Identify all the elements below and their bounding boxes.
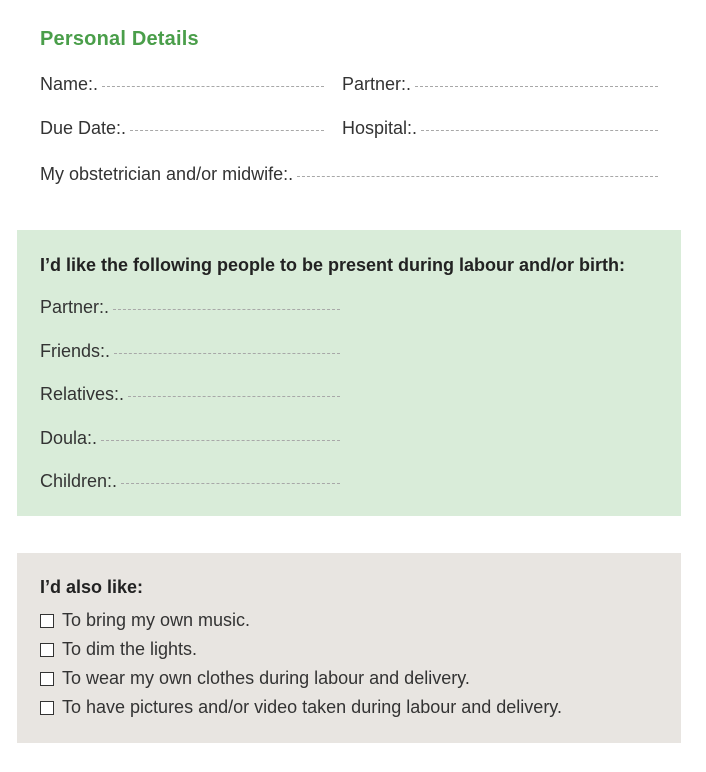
hospital-input-line[interactable] bbox=[421, 130, 658, 131]
option-own-music[interactable] bbox=[40, 610, 250, 631]
present-doula-field[interactable] bbox=[40, 428, 340, 449]
option-label: To bring my own music. bbox=[62, 610, 251, 630]
partner-field[interactable] bbox=[342, 74, 658, 95]
present-partner-field[interactable] bbox=[40, 297, 340, 318]
name-field[interactable] bbox=[40, 74, 324, 95]
present-partner-input-line[interactable] bbox=[113, 309, 340, 310]
option-label: To have pictures and/or video taken during labour and delivery. bbox=[62, 697, 562, 717]
option-label: To wear my own clothes during labour and delivery. bbox=[62, 668, 470, 688]
obstetrician-field[interactable] bbox=[40, 164, 658, 185]
option-own-clothes[interactable] bbox=[40, 668, 470, 689]
also-like-panel bbox=[17, 553, 681, 743]
obstetrician-input-line[interactable] bbox=[297, 176, 658, 177]
option-dim-lights[interactable] bbox=[40, 639, 197, 660]
checkbox[interactable] bbox=[40, 614, 54, 628]
option-label: To dim the lights. bbox=[62, 639, 198, 659]
people-present-heading: I’d like the following people to be present during labour and/or birth: bbox=[40, 255, 626, 275]
present-partner-label: Partner:. bbox=[40, 297, 110, 317]
due-date-input-line[interactable] bbox=[130, 130, 324, 131]
present-children-input-line[interactable] bbox=[121, 483, 340, 484]
people-present-panel bbox=[17, 230, 681, 516]
present-doula-input-line[interactable] bbox=[101, 440, 340, 441]
due-date-label: Due Date:. bbox=[40, 118, 127, 138]
hospital-label: Hospital:. bbox=[342, 118, 418, 138]
section-title-personal-details: Personal Details bbox=[40, 28, 199, 50]
also-like-heading: I’d also like: bbox=[40, 577, 144, 597]
present-friends-label: Friends:. bbox=[40, 341, 111, 361]
present-relatives-input-line[interactable] bbox=[128, 396, 340, 397]
checkbox[interactable] bbox=[40, 643, 54, 657]
checkbox[interactable] bbox=[40, 672, 54, 686]
partner-input-line[interactable] bbox=[415, 86, 658, 87]
present-children-label: Children:. bbox=[40, 471, 118, 491]
present-friends-field[interactable] bbox=[40, 341, 340, 362]
present-relatives-label: Relatives:. bbox=[40, 384, 125, 404]
name-label: Name:. bbox=[40, 74, 99, 94]
present-relatives-field[interactable] bbox=[40, 384, 340, 405]
partner-label: Partner:. bbox=[342, 74, 412, 94]
name-input-line[interactable] bbox=[102, 86, 324, 87]
hospital-field[interactable] bbox=[342, 118, 658, 139]
due-date-field[interactable] bbox=[40, 118, 324, 139]
option-pictures-video[interactable] bbox=[40, 697, 562, 718]
present-doula-label: Doula:. bbox=[40, 428, 98, 448]
checkbox[interactable] bbox=[40, 701, 54, 715]
present-children-field[interactable] bbox=[40, 471, 340, 492]
present-friends-input-line[interactable] bbox=[114, 353, 340, 354]
obstetrician-label: My obstetrician and/or midwife:. bbox=[40, 164, 294, 184]
